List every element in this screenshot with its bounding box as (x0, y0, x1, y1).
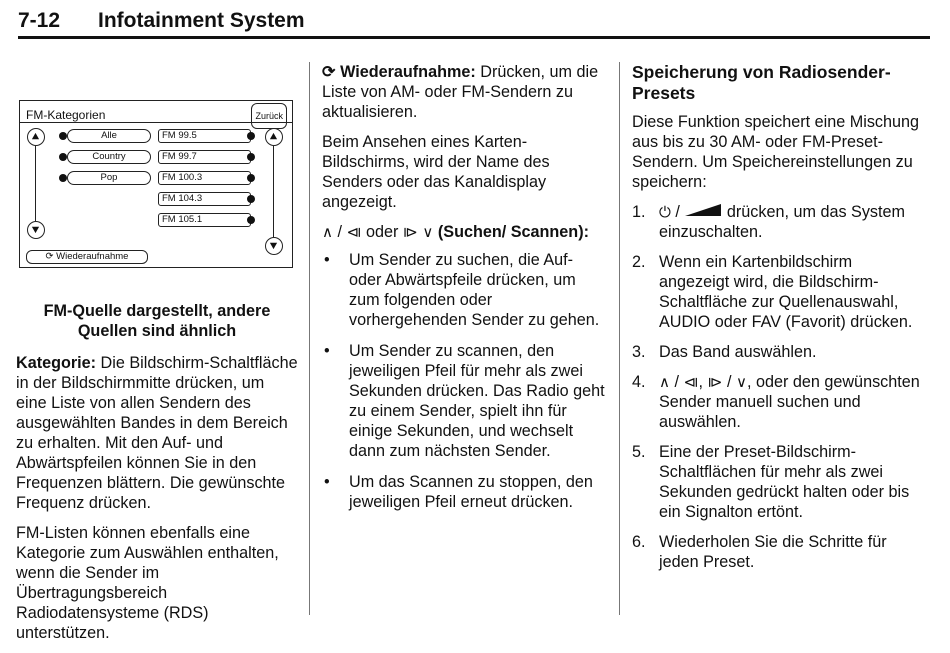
frequency-dot (247, 174, 255, 182)
seek-back-icon: ⧏ (683, 373, 699, 391)
page-number: 7-12 (18, 9, 61, 32)
list-item: 4. ∧ / ⧏, ⧐ / ∨, oder den gewünschten Sender manuell suchen und auswählen. (632, 373, 920, 431)
category-dot (59, 153, 67, 161)
power-icon: ⏻ (659, 203, 671, 221)
seek-down-icon: ∨ (422, 223, 434, 241)
list-item: 3. Das Band auswählen. (632, 343, 817, 361)
category-term: Kategorie: (16, 354, 97, 372)
scroll-up-icon (265, 128, 283, 146)
refresh-icon: ⟳ (45, 251, 54, 262)
frequency-item: FM 99.5 (158, 129, 251, 143)
list-item: 5. Eine der Preset-Bildschirm-Schaltflächen für mehr als zwei Sekunden gedrückt halten oder bis ein Signalton ertönt. (632, 443, 910, 521)
frequency-dot (247, 153, 255, 161)
chapter-title: Infotainment System (98, 9, 305, 32)
frequency-item: FM 105.1 (158, 213, 251, 227)
frequency-dot (247, 195, 255, 203)
scroll-track (35, 146, 36, 221)
rds-paragraph: FM-Listen können ebenfalls eine Kategorie zum Auswählen enthalten, wenn die Sender im Übertragungsbereich Radiodatensysteme (RDS) unterstützen. (16, 524, 279, 642)
resume-paragraph (322, 62, 607, 122)
category-item: Country (67, 150, 151, 164)
column-divider (309, 62, 310, 615)
frequency-dot (247, 216, 255, 224)
radio-screen-figure (19, 100, 293, 268)
frequency-item: FM 104.3 (158, 192, 251, 206)
seek-heading: ∧ / ⧏ oder ⧐ ∨ (Suchen/ Scannen): (322, 223, 589, 241)
seek-up-icon: ∧ (322, 223, 333, 241)
seek-list (322, 250, 607, 512)
frequency-item: FM 100.3 (158, 171, 251, 185)
figure-caption: FM-Quelle dargestellt, andere Quellen sind ähnlich (43, 302, 271, 340)
list-item: 2. Wenn ein Kartenbildschirm angezeigt wird, die Bildschirm-Schaltfläche zur Quellenauswahl, AUDIO oder FAV (Favorit) drücken. (632, 253, 913, 331)
list-item: • Um das Scannen zu stoppen, den jeweiligen Pfeil erneut drücken. (324, 473, 593, 511)
column-2 (322, 62, 607, 523)
seek-up-icon: ∧ (659, 373, 670, 391)
section-heading: Speicherung von Radiosender-Presets (632, 62, 891, 103)
list-item: • Um Sender zu scannen, den jeweiligen Pfeil für mehr als zwei Sekunden drücken. Das Radio geht zu einem Sender, spielt ihn für einige Sekunden, und wechselt dann zum nächsten Sender. (324, 342, 605, 460)
seek-forward-icon: ⧐ (707, 373, 723, 391)
seek-down-icon: ∨ (735, 373, 747, 391)
category-item: Alle (67, 129, 151, 143)
screen-title: FM-Kategorien (26, 108, 106, 122)
category-item: Pop (67, 171, 151, 185)
seek-back-icon: ⧏ (346, 223, 362, 241)
list-item: • Um Sender zu suchen, die Auf- oder Abwärtspfeile drücken, um zum folgenden oder vorhergehenden Sender zu gehen. (324, 251, 600, 329)
scroll-down-icon (265, 237, 283, 255)
volume-icon (684, 203, 722, 217)
column-1 (16, 62, 298, 653)
resume-text: Drücken, um die Liste von AM- oder FM-Sendern zu aktualisieren. (322, 63, 599, 121)
column-divider (619, 62, 620, 615)
resume-term: Wiederaufnahme: (340, 63, 476, 81)
intro-paragraph: Diese Funktion speichert eine Mischung aus bis zu 30 AM- oder FM-Preset-Sendern. Um Speichereinstellungen zu speichern: (632, 113, 920, 191)
list-item: 6. Wiederholen Sie die Schritte für jeden Preset. (632, 533, 887, 571)
category-paragraph (16, 353, 298, 513)
category-text: Die Bildschirm-Schaltfläche in der Bildschirmmitte drücken, um eine Liste von allen Sendern des ausgewählten Bandes in dem Bereich zu erhalten. Mit den Auf- und Abwärtspfeilen können Sie in den Frequenzen blättern. Die gewünschte Frequenz drücken. (16, 354, 298, 512)
category-dot (59, 174, 67, 182)
frequency-dot (247, 132, 255, 140)
refresh-icon: ⟳ (322, 63, 336, 81)
resume-button (26, 250, 148, 264)
column-3 (632, 62, 922, 582)
frequency-item: FM 99.7 (158, 150, 251, 164)
page-header (18, 8, 930, 39)
resume-label: Wiederaufnahme (56, 251, 129, 262)
list-item: 1. ⏻ / drücken, um das System einzuschalten. (632, 203, 906, 241)
scroll-up-icon (27, 128, 45, 146)
seek-forward-icon: ⧐ (402, 223, 418, 241)
seek-or: oder (365, 223, 399, 241)
screen-title-divider (20, 122, 292, 123)
steps-list (632, 202, 922, 572)
scroll-down-icon (27, 221, 45, 239)
seek-label: (Suchen/ Scannen): (437, 223, 589, 241)
scroll-track (273, 146, 274, 237)
map-paragraph: Beim Ansehen eines Karten-Bildschirms, wird der Name des Senders oder das Kanaldisplay angezeigt. (322, 133, 550, 211)
back-button: Zurück (251, 103, 287, 129)
category-dot (59, 132, 67, 140)
